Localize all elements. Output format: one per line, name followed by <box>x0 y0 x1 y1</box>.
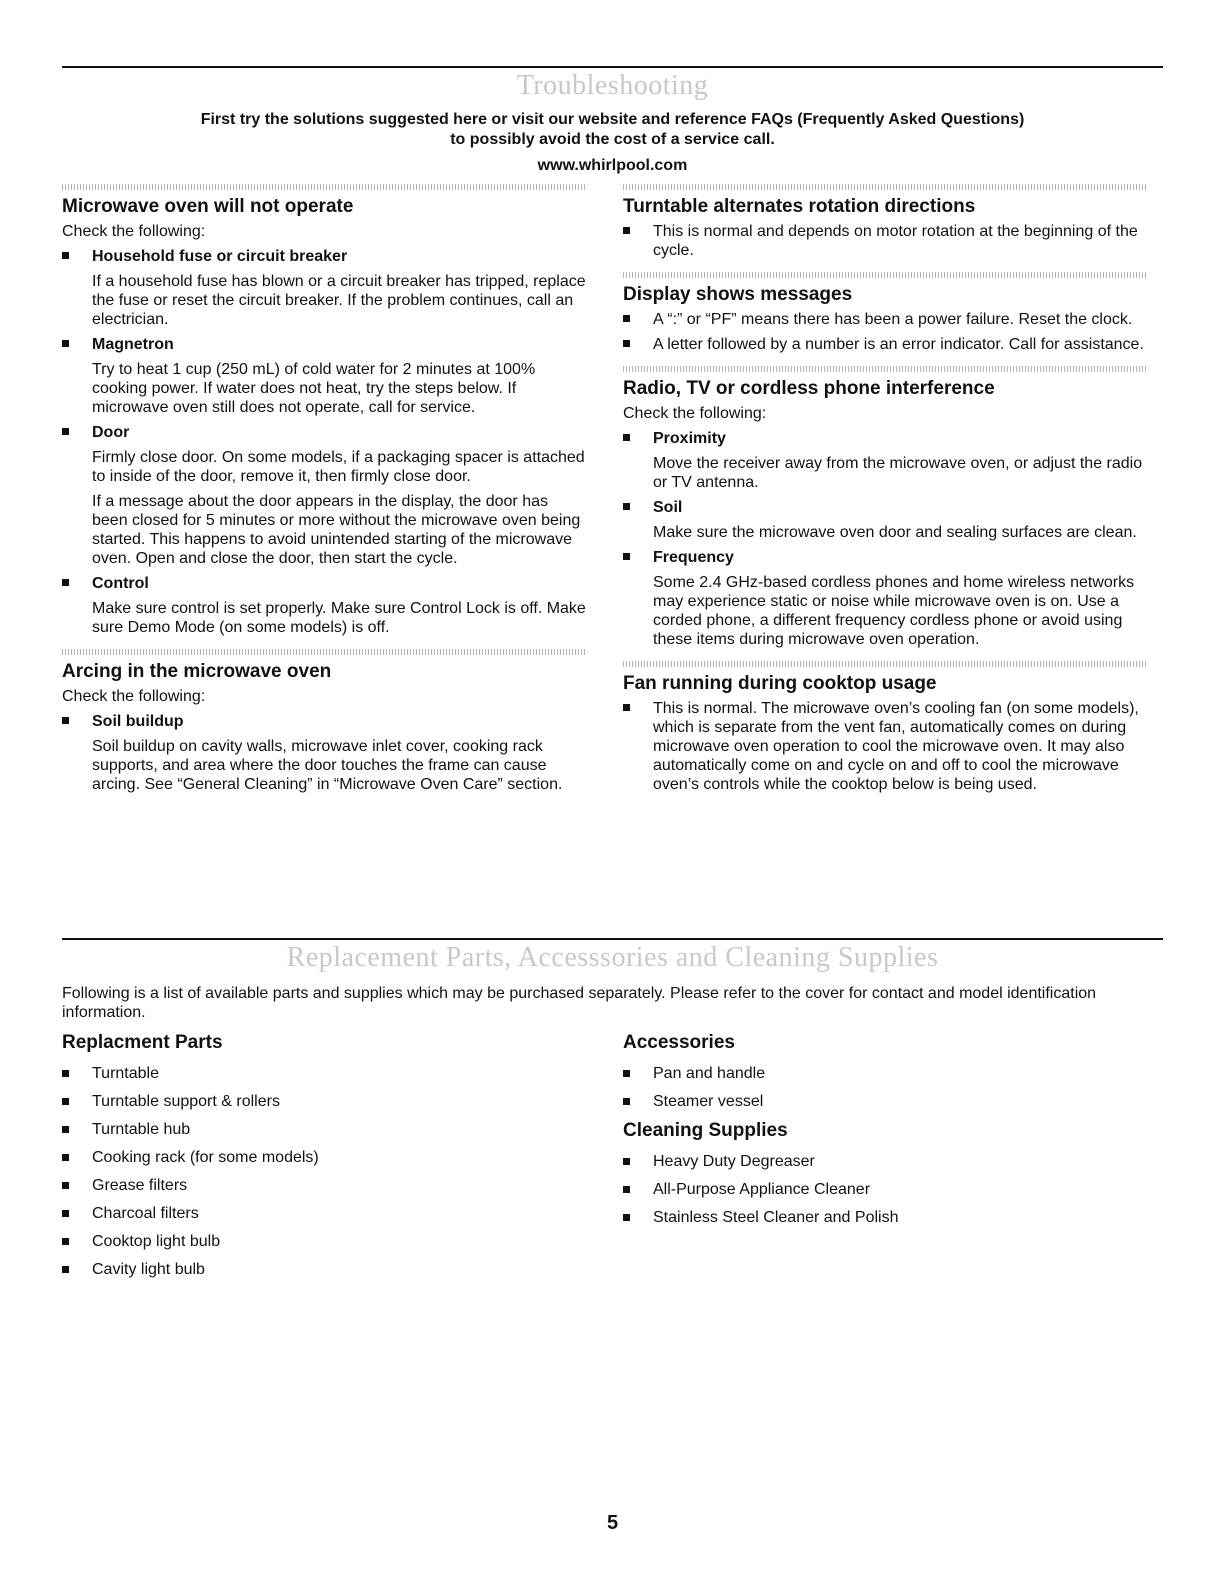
list-item: Charcoal filters <box>62 1204 587 1224</box>
square-bullet-icon <box>623 704 630 711</box>
check-lead: Check the following: <box>623 405 767 422</box>
parts-title: Replacement Parts, Accesssories and Cleaning Supplies <box>286 942 939 973</box>
item-text: Try to heat 1 cup (250 mL) of cold water for 2 minutes at 100% cooking power. If water does not heat, try the steps below. If microwave oven still does not operate, call for service. <box>92 361 536 416</box>
square-bullet-icon <box>62 1266 69 1273</box>
list-item: Proximity <box>623 429 1148 448</box>
list-item: Cavity light bulb <box>62 1260 587 1280</box>
list-item: This is normal and depends on motor rotation at the beginning of the cycle. <box>623 222 1148 260</box>
section-divider <box>62 184 587 190</box>
intro-line-2: to possibly avoid the cost of a service call. <box>450 131 775 148</box>
square-bullet-icon <box>62 579 69 586</box>
list-item: Door <box>62 423 587 442</box>
list-item: Turntable <box>62 1064 587 1084</box>
list-item: Heavy Duty Degreaser <box>623 1152 1148 1172</box>
item-text: Soil buildup on cavity walls, microwave inlet cover, cooking rack supports, and area where the door touches the frame can cause arcing. See “General Cleaning” in “Microwave Oven Care” section. <box>92 738 563 793</box>
square-bullet-icon <box>62 717 69 724</box>
square-bullet-icon <box>623 553 630 560</box>
list-item: Soil <box>623 498 1148 517</box>
list-item: Cooking rack (for some models) <box>62 1148 587 1168</box>
list-item: All-Purpose Appliance Cleaner <box>623 1180 1148 1200</box>
accessories-column <box>623 1032 1148 1236</box>
list-item: Frequency <box>623 548 1148 567</box>
website-link[interactable]: www.whirlpool.com <box>537 157 688 174</box>
troubleshooting-intro <box>62 110 1163 176</box>
section-divider <box>623 661 1148 667</box>
item-text: Firmly close door. On some models, if a packaging spacer is attached to inside of the door, remove it, then firmly close door. <box>92 449 585 485</box>
square-bullet-icon <box>62 1070 69 1077</box>
check-lead: Check the following: <box>62 223 206 240</box>
square-bullet-icon <box>623 315 630 322</box>
check-lead: Check the following: <box>62 688 206 705</box>
page-number: 5 <box>606 1512 619 1534</box>
list-item: Household fuse or circuit breaker <box>62 247 587 266</box>
replacement-parts-heading: Replacment Parts <box>62 1032 223 1053</box>
list-item: Magnetron <box>62 335 587 354</box>
section-heading: Turntable alternates rotation directions <box>623 196 976 217</box>
replacement-parts-column <box>62 1032 587 1288</box>
square-bullet-icon <box>62 1126 69 1133</box>
square-bullet-icon <box>62 1182 69 1189</box>
square-bullet-icon <box>623 434 630 441</box>
list-item: This is normal. The microwave oven’s cooling fan (on some models), which is separate from the vent fan, automatically comes on during microwave oven operation to cool the microwave oven. It may also automatically come on and cycle on and off to cool the microwave oven’s controls while the cooktop below is being used. <box>623 699 1148 794</box>
square-bullet-icon <box>623 1098 630 1105</box>
intro-line-1: First try the solutions suggested here or visit our website and reference FAQs (Frequently Asked Questions) <box>200 111 1025 128</box>
section-heading: Radio, TV or cordless phone interference <box>623 378 995 399</box>
square-bullet-icon <box>62 1210 69 1217</box>
list-item: Steamer vessel <box>623 1092 1148 1112</box>
list-item: Pan and handle <box>623 1064 1148 1084</box>
square-bullet-icon <box>623 1186 630 1193</box>
square-bullet-icon <box>623 1070 630 1077</box>
section-heading: Fan running during cooktop usage <box>623 673 937 694</box>
square-bullet-icon <box>623 227 630 234</box>
list-item: A letter followed by a number is an error indicator. Call for assistance. <box>623 335 1148 354</box>
square-bullet-icon <box>623 503 630 510</box>
section-heading: Microwave oven will not operate <box>62 196 354 217</box>
troubleshooting-title: Troubleshooting <box>516 70 709 101</box>
top-rule <box>62 66 1163 68</box>
square-bullet-icon <box>62 428 69 435</box>
list-item: Grease filters <box>62 1176 587 1196</box>
list-item: Cooktop light bulb <box>62 1232 587 1252</box>
square-bullet-icon <box>623 1158 630 1165</box>
section-heading: Display shows messages <box>623 284 853 305</box>
square-bullet-icon <box>62 1098 69 1105</box>
parts-rule <box>62 938 1163 940</box>
square-bullet-icon <box>62 1154 69 1161</box>
section-divider <box>62 649 587 655</box>
accessories-heading: Accessories <box>623 1032 735 1053</box>
item-text: Make sure the microwave oven door and sealing surfaces are clean. <box>653 524 1137 541</box>
item-text: Make sure control is set properly. Make sure Control Lock is off. Make sure Demo Mode (on some models) is off. <box>92 600 586 636</box>
troubleshooting-left-column <box>62 184 587 800</box>
list-item: Soil buildup <box>62 712 587 731</box>
list-item: Turntable hub <box>62 1120 587 1140</box>
square-bullet-icon <box>623 1214 630 1221</box>
square-bullet-icon <box>62 340 69 347</box>
list-item: A “:” or “PF” means there has been a power failure. Reset the clock. <box>623 310 1148 329</box>
item-text: Some 2.4 GHz-based cordless phones and home wireless networks may experience static or noise while microwave oven is on. Use a corded phone, a different frequency cordless phone or avoid using these items during microwave oven operation. <box>653 574 1135 648</box>
item-text: If a household fuse has blown or a circuit breaker has tripped, replace the fuse or reset the circuit breaker. If the problem continues, call an electrician. <box>92 273 586 328</box>
list-item: Stainless Steel Cleaner and Polish <box>623 1208 1148 1228</box>
cleaning-supplies-heading: Cleaning Supplies <box>623 1120 788 1141</box>
square-bullet-icon <box>62 252 69 259</box>
section-heading: Arcing in the microwave oven <box>62 661 332 682</box>
item-text: If a message about the door appears in the display, the door has been closed for 5 minutes or more without the microwave oven being started. This happens to avoid unintended starting of the microwave oven. Open and close the door, then start the cycle. <box>92 493 581 567</box>
square-bullet-icon <box>623 340 630 347</box>
parts-intro: Following is a list of available parts and supplies which may be purchased separately. Please refer to the cover for contact and model identification information. <box>62 985 1097 1021</box>
section-divider <box>623 366 1148 372</box>
square-bullet-icon <box>62 1238 69 1245</box>
list-item: Control <box>62 574 587 593</box>
section-divider <box>623 184 1148 190</box>
list-item: Turntable support & rollers <box>62 1092 587 1112</box>
item-text: Move the receiver away from the microwave oven, or adjust the radio or TV antenna. <box>653 455 1143 491</box>
section-divider <box>623 272 1148 278</box>
troubleshooting-right-column <box>623 184 1148 800</box>
